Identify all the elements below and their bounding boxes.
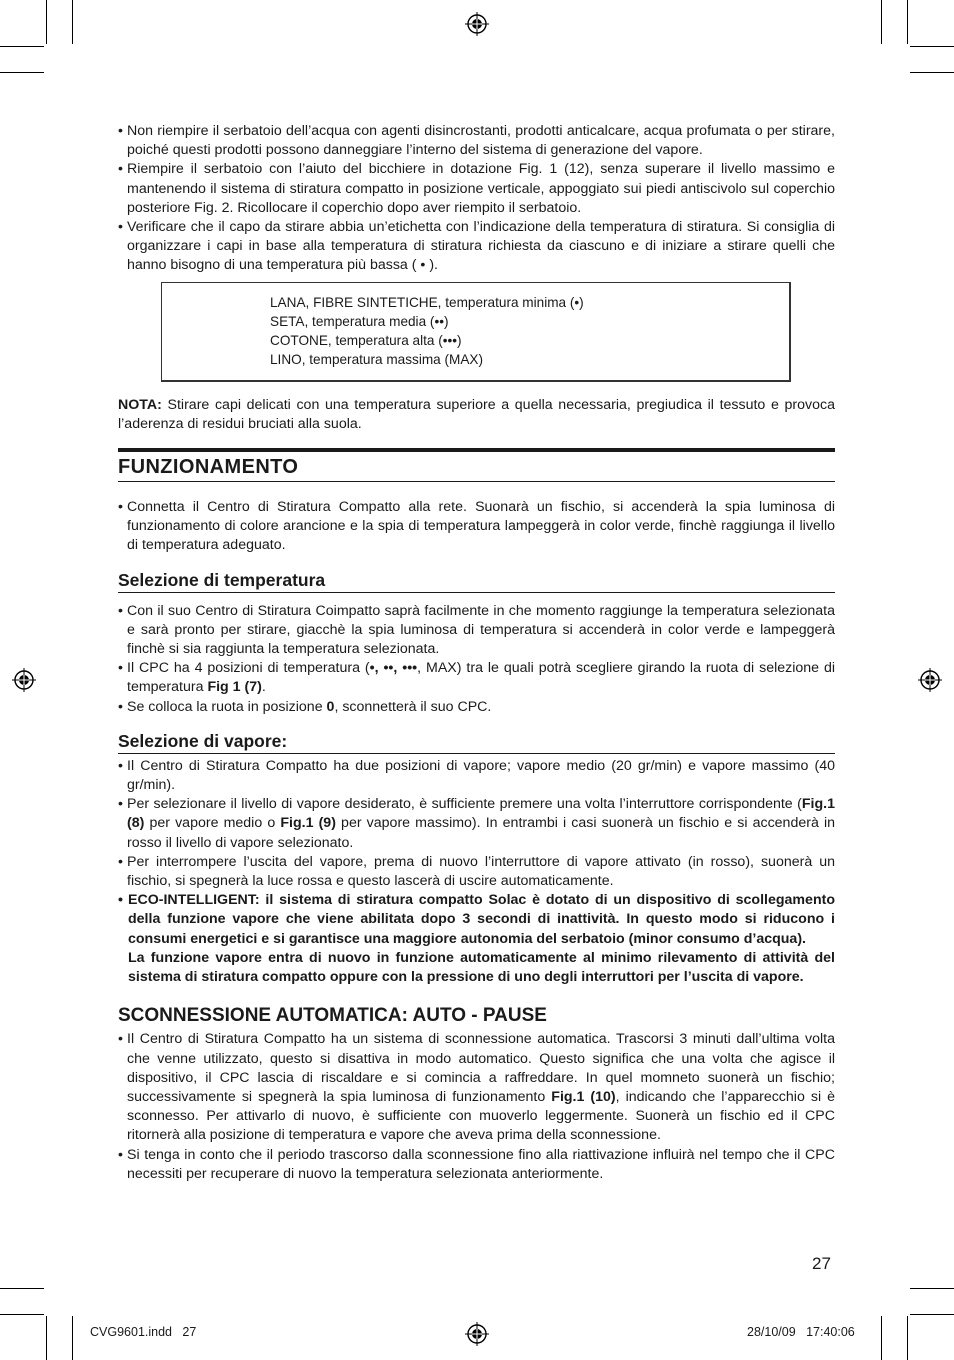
bullet: • <box>118 1031 123 1048</box>
bullet: • <box>118 123 123 139</box>
list-item: • Non riempire il serbatoio dell’acqua con agenti disincrostanti, prodotti anticalcare, acqua profumata o per stirare, poiché questi prodotti possono danneggiare l’interno del sistema di generazione del vapore. <box>118 123 835 159</box>
eco-intelligent-item: • ECO-INTELLIGENT: il sistema di stiratura compatto Solac è dotato di un dispositivo di scollegamento della funzione vapore che viene abilitata dopo 3 secondi di inattività. In questo modo si riducono i consumi energetici e si garantisce una maggiore autonomia del serbatoio (minor consumo d’acqua). La funzione vapore entra di nuovo in funzione automaticamente al minimo rilevamento di attività del sistema di stiratura compatto oppure con la pressione di uno degli interruttori per l’uscita di vapore. <box>118 892 835 986</box>
crop-mark <box>881 1316 882 1360</box>
crop-mark <box>910 1314 954 1315</box>
bullet: • <box>118 698 123 715</box>
list-item: • Verificare che il capo da stirare abbia un’etichetta con l’indicazione della temperatura di stiratura. Si consiglia di organizzare i capi in base alla temperatura di stiratura richiesta da ciascuno e di iniziare a stirare quelli che hanno bisogno di una temperatura più bassa ( • ). <box>118 219 835 274</box>
list-item: • Connetta il Centro di Stiratura Compatto alla rete. Suonarà un fischio, si accenderà la spia luminosa di funzionamento di colore arancione e la spia di temperatura lampeggerà in color verde, finchè raggiunga il livello di temperatura adeguato. <box>118 499 835 554</box>
bullet: • <box>118 499 123 516</box>
list-item: • Riempire il serbatoio con l’aiuto del bicchiere in dotazione Fig. 1 (12), senza superare il livello massimo e mantenendo il sistema di stiratura compatto in posizione verticale, appoggiato sui piedi antiscivolo sul coperchio posteriore Fig. 2. Ricollocare il coperchio dopo aver riempito il serbatoio. <box>118 161 835 216</box>
crop-mark <box>0 1288 44 1289</box>
crop-mark <box>910 72 954 73</box>
list-item: • Il CPC ha 4 posizioni di temperatura (•, ••, •••, MAX) tra le quali potrà scegliere girando la ruota di selezione di temperatura Fig 1 (7). <box>118 660 836 696</box>
list-item: • Per interrompere l’uscita del vapore, prema di nuovo l’interruttore di vapore attivato (in rosso), suonerà un fischio, si spegnerà la luce rossa e questo lascerà di uscire automaticamente. <box>118 853 835 890</box>
page-number: 27 <box>812 1254 831 1273</box>
bullet: • <box>118 1146 123 1163</box>
funzionamento-list <box>118 498 835 556</box>
crop-mark <box>46 1316 47 1360</box>
section-heading-temperatura: Selezione di temperatura <box>118 570 835 593</box>
temperatura-list <box>118 602 835 717</box>
slug-datetime: 28/10/09 17:40:06 <box>747 1325 855 1339</box>
temperature-row: LINO, temperatura massima (MAX) <box>270 352 484 368</box>
list-item: • Se colloca la ruota in posizione 0, sconnetterà il suo CPC. <box>118 698 835 717</box>
intro-bullet-list <box>118 122 835 276</box>
list-item: • Il Centro di Stiratura Compatto ha un sistema di sconnessione automatica. Trascorsi 3 minuti dall’ultima volta che venne utilizzato, questo si disattiva in modo automatico. Questo significa che una volta che agisce il dispositivo, il CPC lascia di riscaldare e si comincia a raffreddare. In quel momneto suonerà un fischio; successivamente si spegnerà la spia luminosa di funzionamento Fig.1 (10), indicando che l’apparecchio si è sconnesso. Per attivarlo di nuovo, è sufficiente con muoverlo leggermente. Suonerà un fischio ed il CPC ritornerà alla posizione di temperatura e vapore che aveva prima della sconnessione. <box>118 1031 835 1144</box>
crop-mark <box>72 1316 73 1360</box>
crop-mark <box>46 0 47 44</box>
slug-filename: CVG9601.indd 27 <box>90 1325 197 1339</box>
crop-mark <box>907 0 908 44</box>
list-item: • Per selezionare il livello di vapore desiderato, è sufficiente premere una volta l’interruttore corrispondente (Fig.1 (8) per vapore medio o Fig.1 (9) per vapore massimo). In entrambi i casi suonerà un fischio e si accenderà in rosso il livello di vapore selezionato. <box>118 796 836 851</box>
registration-mark-icon <box>465 12 489 36</box>
bullet: • <box>118 219 123 236</box>
sconnessione-list <box>118 1030 835 1184</box>
registration-mark-icon <box>465 1322 489 1346</box>
registration-mark-icon <box>12 668 36 692</box>
section-heading-vapore: Selezione di vapore: <box>118 731 835 754</box>
crop-mark <box>0 1314 44 1315</box>
crop-mark <box>72 0 73 44</box>
bullet: • <box>118 757 123 774</box>
list-item: • Con il suo Centro di Stiratura Coimpatto saprà facilmente in che momento raggiunge la temperatura selezionata e sarà pronto per stirare, giacchè la spia luminosa di temperatura si accenderà in color verde e lampeggerà finchè si sia raggiunta la temperatura selezionata. <box>118 602 835 658</box>
list-item: • Si tenga in conto che il periodo trascorso dalla sconnessione fino alla riattivazione influirà nel tempo che il CPC necessiti per recuperare di nuovo la temperatura selezionata anteriormente. <box>118 1146 835 1182</box>
temperature-row: SETA, temperatura media (••) <box>270 313 449 329</box>
list-item: • Il Centro di Stiratura Compatto ha due posizioni di vapore; vapore medio (20 gr/min) e vapore massimo (40 gr/min). <box>118 757 835 794</box>
vapore-list <box>118 757 835 987</box>
bullet: • <box>118 853 123 870</box>
bullet: • <box>118 892 123 909</box>
temperature-table-box <box>161 282 791 382</box>
crop-mark <box>0 72 44 73</box>
crop-mark <box>910 1288 954 1289</box>
section-heading-funzionamento: FUNZIONAMENTO <box>118 448 835 482</box>
registration-mark-icon <box>918 668 942 692</box>
bullet: • <box>118 602 123 619</box>
temperature-row: COTONE, temperatura alta (•••) <box>270 333 462 349</box>
crop-mark <box>881 0 882 44</box>
nota-paragraph: NOTA: Stirare capi delicati con una temperatura superiore a quella necessaria, pregiudica il tessuto e provoca l’aderenza di residui bruciati alla suola. <box>118 396 835 432</box>
bullet: • <box>118 796 123 813</box>
temperature-row: LANA, FIBRE SINTETICHE, temperatura minima (•) <box>270 294 584 310</box>
nota-label: NOTA: <box>118 396 162 413</box>
section-heading-sconnessione: SCONNESSIONE AUTOMATICA: AUTO - PAUSE <box>118 1005 547 1027</box>
crop-mark <box>910 46 954 47</box>
bullet: • <box>118 161 123 178</box>
crop-mark <box>0 46 44 47</box>
crop-mark <box>907 1316 908 1360</box>
page-content <box>118 122 835 1184</box>
bullet: • <box>118 660 123 677</box>
